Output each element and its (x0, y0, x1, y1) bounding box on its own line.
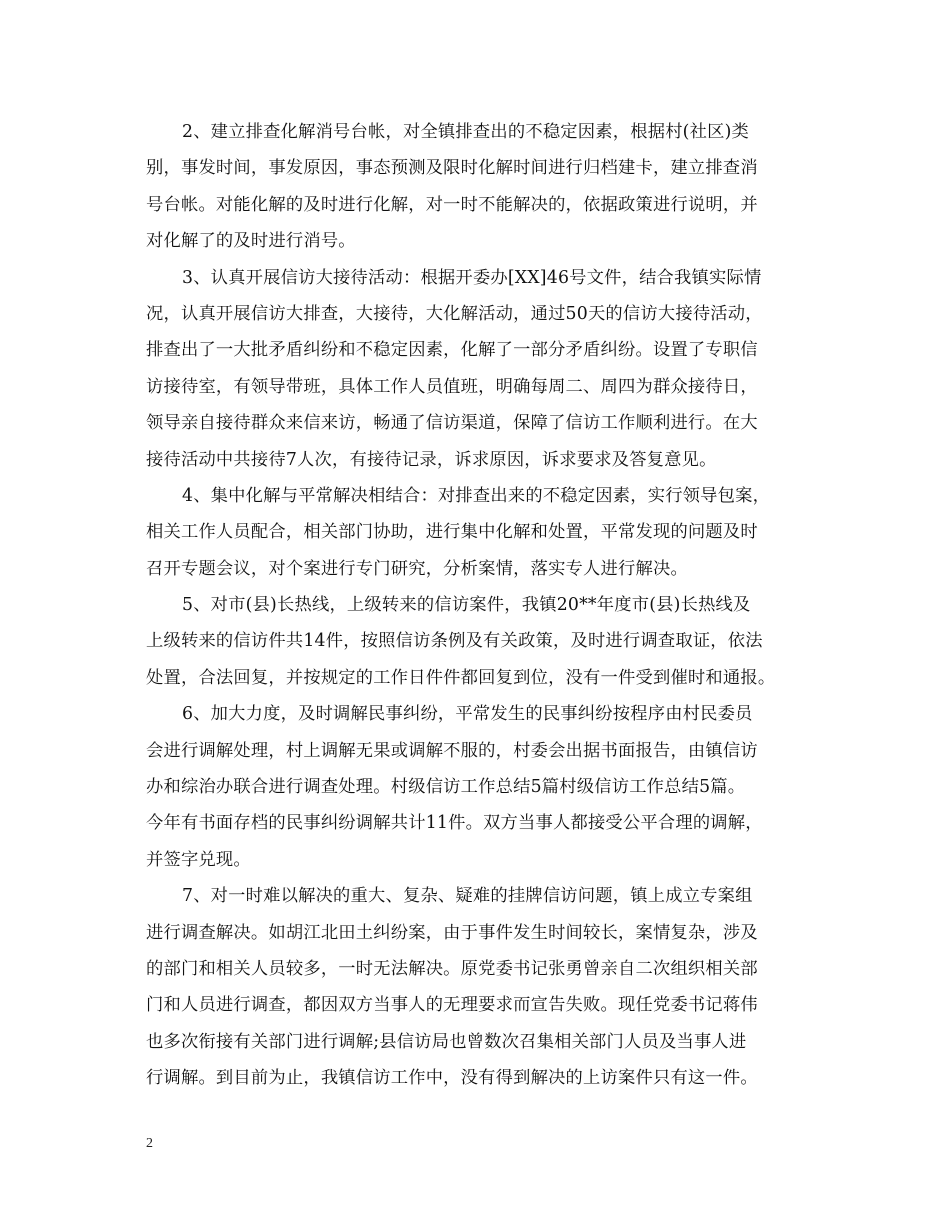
text-line: 进行调查解决。如胡江北田土纠纷案，由于事件发生时间较长，案情复杂，涉及 (146, 922, 758, 943)
text-line: 并签字兑现。 (146, 849, 251, 870)
text-line: 的部门和相关人员较多，一时无法解决。原党委书记张勇曾亲自二次组织相关部 (146, 958, 758, 979)
text-line: 3、认真开展信访大接待活动：根据开委办[XX]46号文件，结合我镇实际情 (182, 267, 762, 288)
paragraph (146, 878, 810, 1096)
text-line: 上级转来的信访件共14件，按照信访条例及有关政策，及时进行调查取证，依法 (146, 631, 763, 652)
text-line: 6、加大力度，及时调解民事纠纷，平常发生的民事纠纷按程序由村民委员 (182, 704, 753, 725)
page-number: 2 (146, 1136, 153, 1151)
text-line: 领导亲自接待群众来信来访，畅通了信访渠道，保障了信访工作顺利进行。在大 (146, 413, 758, 434)
text-line: 别，事发时间，事发原因，事态预测及限时化解时间进行归档建卡，建立排查消 (146, 158, 758, 179)
text-line: 号台帐。对能化解的及时进行化解，对一时不能解决的，依据政策进行说明，并 (146, 194, 758, 215)
paragraph (146, 114, 810, 260)
text-line: 4、集中化解与平常解决相结合：对排查出来的不稳定因素，实行领导包案， (182, 485, 771, 506)
paragraph (146, 587, 810, 696)
text-line: 访接待室，有领导带班，具体工作人员值班，明确每周二、周四为群众接待日， (146, 376, 758, 397)
text-line: 7、对一时难以解决的重大、复杂、疑难的挂牌信访问题，镇上成立专案组 (182, 886, 753, 907)
text-line: 门和人员进行调查，都因双方当事人的无理要求而宣告失败。现任党委书记蒋伟 (146, 995, 758, 1016)
text-line: 接待活动中共接待7人次，有接待记录，诉求原因，诉求要求及答复意见。 (146, 449, 717, 470)
paragraph (146, 260, 810, 478)
paragraph (146, 696, 810, 878)
text-line: 对化解了的及时进行消号。 (146, 231, 356, 252)
text-line: 也多次衔接有关部门进行调解;县信访局也曾数次召集相关部门人员及当事人进 (146, 1031, 747, 1052)
text-line: 5、对市(县)长热线，上级转来的信访案件，我镇20**年度市(县)长热线及 (182, 595, 751, 616)
document-body (146, 114, 810, 1097)
text-line: 排查出了一大批矛盾纠纷和不稳定因素，化解了一部分矛盾纠纷。设置了专职信 (146, 340, 758, 361)
text-line: 相关工作人员配合，相关部门协助，进行集中化解和处置，平常发现的问题及时 (146, 522, 758, 543)
paragraph (146, 478, 810, 587)
text-line: 召开专题会议，对个案进行专门研究，分析案情，落实专人进行解决。 (146, 558, 688, 579)
text-line: 2、建立排查化解消号台帐，对全镇排查出的不稳定因素，根据村(社区)类 (182, 122, 749, 142)
text-line: 办和综治办联合进行调查处理。村级信访工作总结5篇村级信访工作总结5篇。 (146, 777, 746, 798)
text-line: 今年有书面存档的民事纠纷调解共计11件。双方当事人都接受公平合理的调解， (146, 813, 763, 834)
text-line: 况，认真开展信访大排查，大接待，大化解活动，通过50天的信访大接待活动， (146, 303, 763, 324)
text-line: 会进行调解处理，村上调解无果或调解不服的，村委会出据书面报告，由镇信访 (146, 740, 758, 761)
text-line: 处置，合法回复，并按规定的工作日件件都回复到位，没有一件受到催时和通报。 (146, 667, 776, 688)
text-line: 行调解。到目前为止，我镇信访工作中，没有得到解决的上访案件只有这一件。 (146, 1068, 758, 1089)
